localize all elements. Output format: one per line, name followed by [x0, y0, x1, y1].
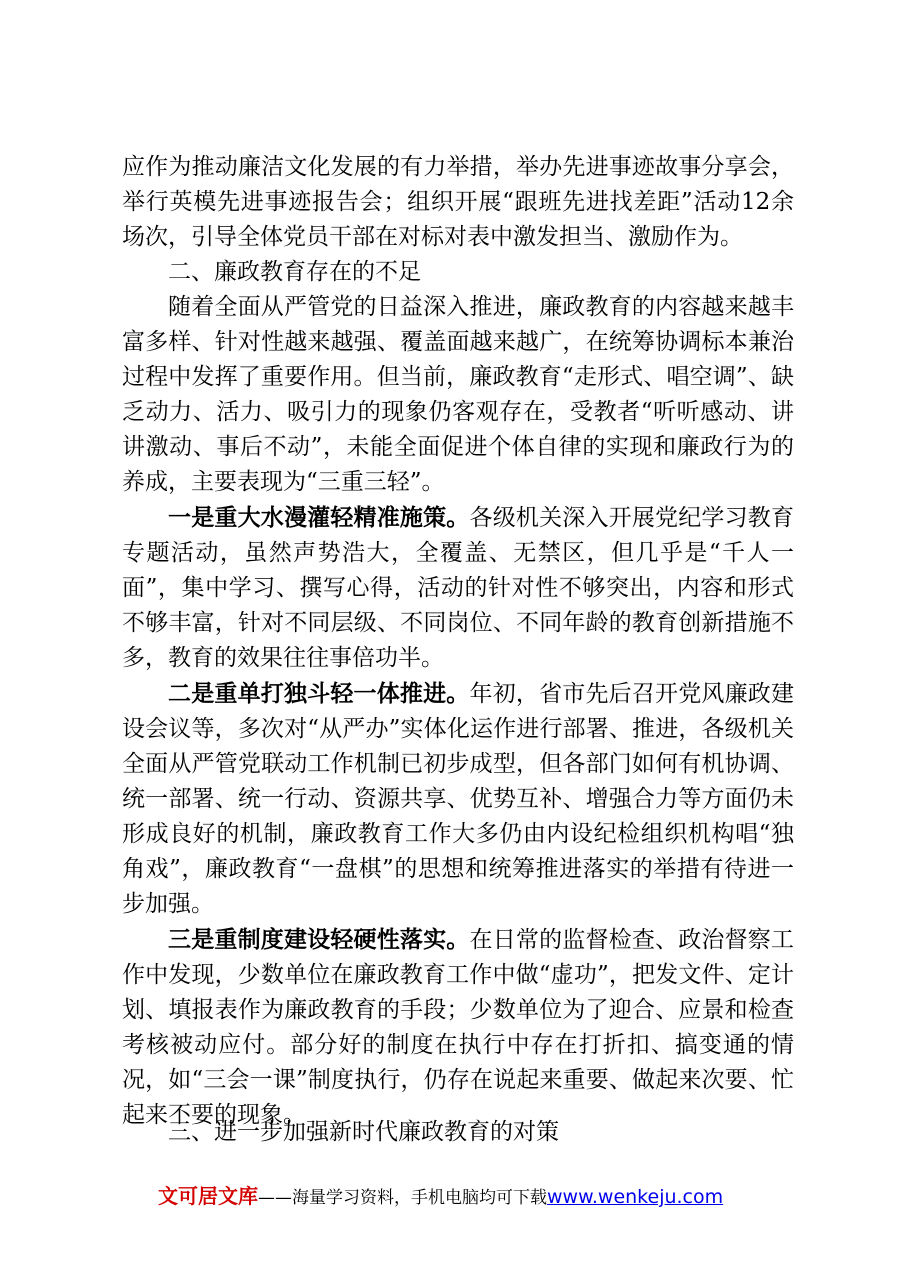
document-body — [122, 150, 794, 1133]
point-2 — [122, 676, 794, 922]
point-3-text: 在日常的监督检查、政治督察工作中发现，少数单位在廉政教育工作中做“虚功”，把发文件、定计划、填报表作为廉政教育的手段；少数单位为了迎合、应景和检查考核被动应付。部分好的制度在执行中存在打折扣、搞变通的情况，如“三会一课”制度执行，仍存在说起来重要、做起来次要、忙起来不要的现象。 — [122, 927, 794, 1128]
point-1 — [122, 500, 794, 676]
section-heading-2: 二、廉政教育存在的不足 — [168, 259, 421, 285]
point-1-lead: 一是重大水漫灌轻精准施策。 — [168, 504, 470, 531]
footer-site-link[interactable]: www.wenkeju.com — [547, 1186, 724, 1208]
footer-brand: 文可居文库 — [158, 1184, 258, 1208]
point-2-lead: 二是重单打独斗轻一体推进。 — [168, 680, 470, 707]
footer-banner — [158, 1183, 723, 1211]
point-3 — [122, 922, 794, 1133]
footer-tagline: ——海量学习资料，手机电脑均可下载 — [258, 1188, 547, 1208]
section-2-intro: 随着全面从严管党的日益深入推进，廉政教育的内容越来越丰富多样、针对性越来越强、覆盖面越来越广，在统筹协调标本兼治过程中发挥了重要作用。但当前，廉政教育“走形式、唱空调”、缺乏动力、活力、吸引力的现象仍客观存在，受教者“听听感动、讲讲激动、事后不动”，未能全面促进个体自律的实现和廉政行为的养成，主要表现为“三重三轻”。 — [122, 294, 794, 495]
section-heading-3: 三、进一步加强新时代廉政教育的对策 — [168, 1119, 559, 1145]
paragraph-continuation: 应作为推动廉洁文化发展的有力举措，举办先进事迹故事分享会，举行英模先进事迹报告会；组织开展“跟班先进找差距”活动12余场次，引导全体党员干部在对标对表中激发担当、激励作为。 — [122, 154, 794, 250]
point-1-text: 各级机关深入开展党纪学习教育专题活动，虽然声势浩大，全覆盖、无禁区，但几乎是“千人一面”，集中学习、撰写心得，活动的针对性不够突出，内容和形式不够丰富，针对不同层级、不同岗位、不同年龄的教育创新措施不多，教育的效果往往事倍功半。 — [122, 505, 794, 671]
point-3-lead: 三是重制度建设轻硬性落实。 — [168, 926, 470, 953]
point-2-text: 年初，省市先后召开党风廉政建设会议等，多次对“从严办”实体化运作进行部署、推进，各级机关全面从严管党联动工作机制已初步成型，但各部门如何有机协调、统一部署、统一行动、资源共享、优势互补、增强合力等方面仍未形成良好的机制，廉政教育工作大多仍由内设纪检组织机构唱“独角戏”，廉政教育“一盘棋”的思想和统筹推进落实的举措有待进一步加强。 — [122, 681, 794, 917]
